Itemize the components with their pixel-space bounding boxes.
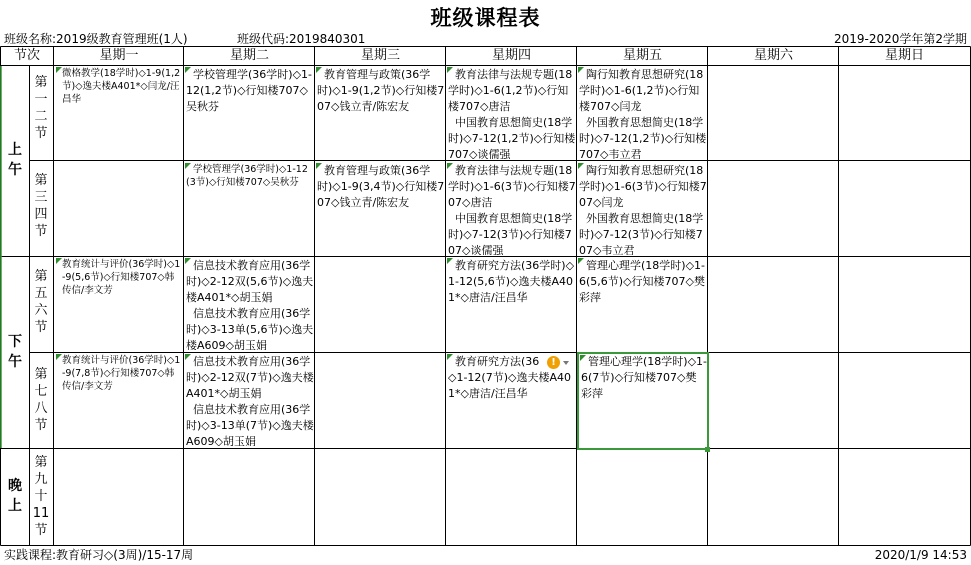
dropdown-arrow-icon[interactable] xyxy=(563,361,569,365)
course-entry: 陶行知教育思想研究(18学时)◇1-6(1,2节)◇行知楼707◇闫龙 xyxy=(579,68,704,113)
course-entry: 陶行知教育思想研究(18学时)◇1-6(3节)◇行知楼707◇闫龙 xyxy=(579,164,707,209)
cell-s4-fri-selected[interactable] xyxy=(577,352,709,450)
course-entry: 中国教育思想简史(18学时)◇7-12(1,2节)◇行知楼707◇谈儒强 xyxy=(448,116,576,159)
footer-practice-course: 实践课程:教育研习◇(3周)/15-17周 xyxy=(4,548,194,562)
header-day-sat: 星期六 xyxy=(753,48,793,63)
comment-marker-icon xyxy=(185,354,191,360)
cell-s3-fri[interactable] xyxy=(578,258,707,350)
course-entry: 教育研究方法(36学时)◇1-12(5,6节)◇逸夫楼A401*◇唐洁/汪昌华 xyxy=(448,259,575,304)
page-title: 班级课程表 xyxy=(430,5,541,30)
course-entry: 外国教育思想简史(18学时)◇7-12(3节)◇行知楼707◇韦立君 xyxy=(579,212,704,255)
comment-marker-icon xyxy=(578,67,584,73)
period-evening xyxy=(3,476,27,516)
cell-s1-tue[interactable] xyxy=(185,67,314,159)
cell-s4-tue[interactable] xyxy=(185,354,314,446)
course-entry: 教育统计与评价(36学时)◇1-9(7,8节)◇行知楼707◇韩传信/李文芳 xyxy=(62,355,181,392)
comment-marker-icon xyxy=(56,354,62,360)
course-entry: 信息技术教育应用(36学时)◇3-13单(7节)◇逸夫楼A609◇胡玉娟 xyxy=(186,403,314,446)
slot-7-8: 第七八节 xyxy=(34,367,48,433)
cell-s2-fri[interactable] xyxy=(578,163,707,255)
header-day-wed: 星期三 xyxy=(360,48,400,63)
period-afternoon-label: 下午 xyxy=(8,334,22,370)
course-entry: 信息技术教育应用(36学时)◇2-12双(7节)◇逸夫楼A401*◇胡玉娟 xyxy=(186,355,314,400)
course-entry: 外国教育思想简史(18学时)◇7-12(1,2节)◇行知楼707◇韦立君 xyxy=(579,116,707,159)
warning-icon[interactable]: ! xyxy=(547,356,560,369)
comment-marker-icon xyxy=(578,258,584,264)
header-day-mon: 星期一 xyxy=(99,48,139,63)
comment-marker-icon xyxy=(578,163,584,169)
cell-s1-mon[interactable] xyxy=(56,67,182,159)
course-entry: 信息技术教育应用(36学时)◇2-12双(5,6节)◇逸夫楼A401*◇胡玉娟 xyxy=(186,259,314,304)
cell-s1-wed[interactable] xyxy=(316,67,445,159)
course-entry: 中国教育思想简史(18学时)◇7-12(3节)◇行知楼707◇谈儒强 xyxy=(448,212,573,255)
period-morning-label: 上午 xyxy=(8,142,22,178)
course-entry: 信息技术教育应用(36学时)◇3-13单(5,6节)◇逸夫楼A609◇胡玉娟 xyxy=(186,307,314,350)
course-entry: 管理心理学(18学时)◇1-6(5,6节)◇行知楼707◇樊彩萍 xyxy=(579,259,706,304)
course-entry: 教育法律与法规专题(18学时)◇1-6(3节)◇行知楼707◇唐洁 xyxy=(448,164,576,209)
period-morning xyxy=(3,140,27,180)
comment-marker-icon xyxy=(447,163,453,169)
cell-s3-tue[interactable] xyxy=(185,258,314,350)
header-section: 节次 xyxy=(13,48,40,63)
course-entry: 教育管理与政策(36学时)◇1-9(1,2节)◇行知楼707◇钱立青/陈宏友 xyxy=(317,68,445,113)
comment-marker-icon xyxy=(56,258,62,264)
comment-marker-icon xyxy=(185,258,191,264)
fill-handle[interactable] xyxy=(705,447,710,452)
cell-s4-mon[interactable] xyxy=(56,354,182,446)
course-entry: 学校管理学(36学时)◇1-12(3节)◇行知楼707◇吴秋芬 xyxy=(186,164,308,188)
period-evening-label: 晚上 xyxy=(8,478,22,514)
course-entry: 教育管理与政策(36学时)◇1-9(3,4节)◇行知楼707◇钱立青/陈宏友 xyxy=(317,164,445,209)
cell-s3-thu[interactable] xyxy=(447,258,576,350)
comment-marker-icon xyxy=(316,67,322,73)
cell-s1-fri[interactable] xyxy=(578,67,707,159)
course-entry: 学校管理学(36学时)◇1-12(1,2节)◇行知楼707◇吴秋芬 xyxy=(186,68,313,113)
course-entry: 教育研究方法(36 xyxy=(455,355,540,368)
comment-marker-icon xyxy=(185,163,191,169)
period-afternoon xyxy=(3,332,27,372)
comment-marker-icon xyxy=(447,354,453,360)
comment-marker-icon xyxy=(56,67,62,73)
course-entry: ◇1-12(7节)◇逸夫楼A401*◇唐洁/汪昌华 xyxy=(448,371,571,400)
slot-5-6: 第五六节 xyxy=(34,269,48,335)
course-entry: 微格教学(18学时)◇1-9(1,2节)◇逸夫楼A401*◇闫龙/汪昌华 xyxy=(62,68,181,105)
comment-marker-icon xyxy=(447,258,453,264)
header-day-thu: 星期四 xyxy=(491,48,531,63)
comment-marker-icon xyxy=(447,67,453,73)
cell-s3-mon[interactable] xyxy=(56,258,182,350)
slot-3-4: 第三四节 xyxy=(34,173,48,239)
course-entry: 教育法律与法规专题(18学时)◇1-6(1,2节)◇行知楼707◇唐洁 xyxy=(448,68,573,113)
semester: 2019-2020学年第2学期 xyxy=(833,32,967,46)
course-entry: 管理心理学(18学时)◇1-6(7节)◇行知楼707◇樊彩萍 xyxy=(581,355,708,400)
comment-marker-icon xyxy=(580,355,586,361)
header-day-tue: 星期二 xyxy=(229,48,269,63)
course-entry: 教育统计与评价(36学时)◇1-9(5,6节)◇行知楼707◇韩传信/李文芳 xyxy=(62,259,181,296)
comment-marker-icon xyxy=(185,67,191,73)
cell-s2-wed[interactable] xyxy=(316,163,445,255)
slot-1-2: 第一二节 xyxy=(34,75,48,141)
comment-marker-icon xyxy=(316,163,322,169)
cell-s2-tue[interactable] xyxy=(185,163,314,255)
header-day-fri: 星期五 xyxy=(622,48,662,63)
cell-s2-thu[interactable] xyxy=(447,163,576,255)
cell-s1-thu[interactable] xyxy=(447,67,576,159)
footer-timestamp: 2020/1/9 14:53 xyxy=(874,548,967,562)
slot-9-11: 第九十11节 xyxy=(32,455,50,538)
class-name: 班级名称:2019级教育管理班(1人) xyxy=(4,32,188,46)
header-day-sun: 星期日 xyxy=(884,48,924,63)
class-code: 班级代码:2019840301 xyxy=(237,32,366,46)
